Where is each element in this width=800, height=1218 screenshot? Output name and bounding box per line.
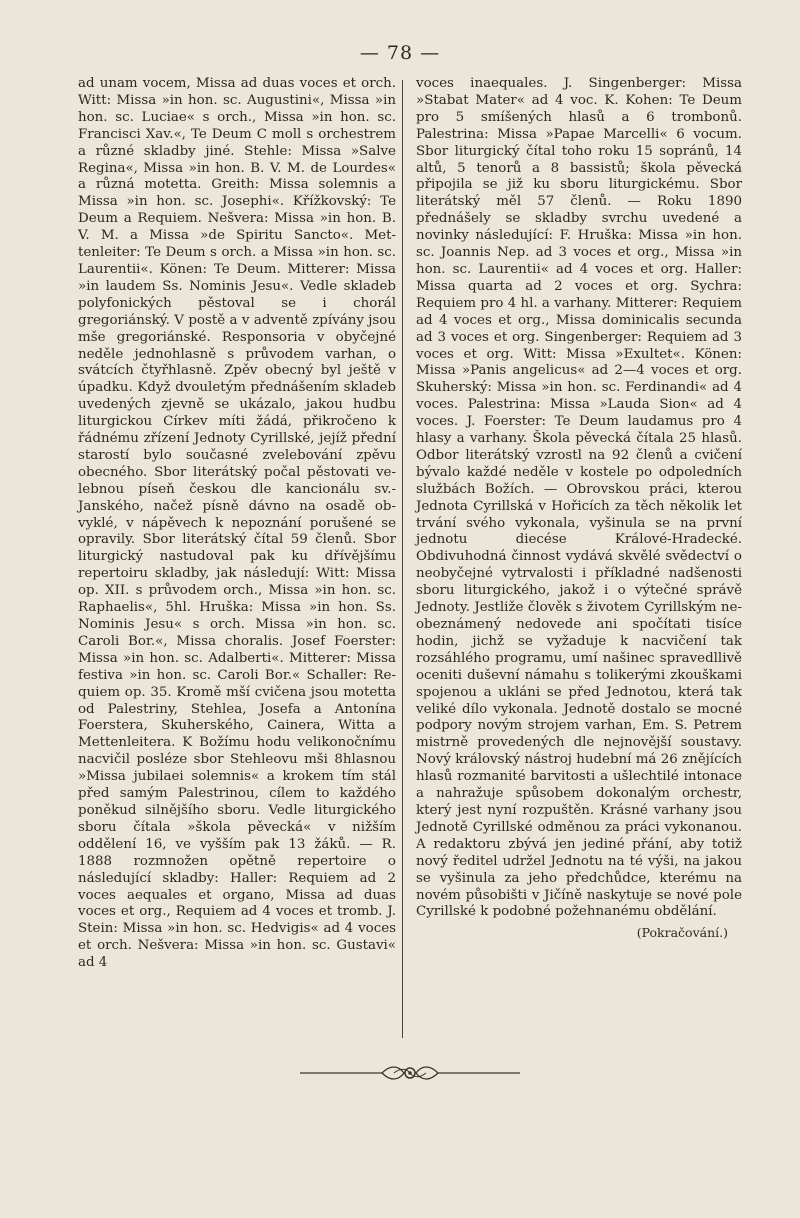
right-column-text: voces inaequales. J. Singenberger: Missa »Stabat Mater« ad 4 voc. K. Kohen: Te Deum pro 5 smíšených hlasů a 6 trombonů. Palestrina: Missa »Papae Marcelli« 6 vocum. Sbor liturgický čítal toho roku 15 sopránů, 14 altů, 5 tenorů a 8 bassistů; škola pěvecká připojila se již ku sboru liturgickému. Sbor literátský měl 57 členů. — Roku 1890 přednášely se skladby svrchu uvedené a novinky následující: F. Hruška: Missa »in hon. sc. Joannis Nep. ad 3 voces et org., Missa »in hon. sc. Laurentii« ad 4 voces et org. Haller: Missa quarta ad 2 voces et org. Sychra: Requiem pro 4 hl. a varhany. Mitterer: Requiem ad 4 voces et org., Missa dominicalis secunda ad 3 voces et org. Singenberger: Requiem ad 3 voces et org. Witt: Missa »Exultet«. Könen: Missa »Panis angelicus« ad 2—4 voces et org. Skuherský: Missa »in hon. sc. Ferdinandi« ad 4 voces. Palestrina: Missa »Lauda Sion« ad 4 voces. J. Foerster: Te Deum laudamus pro 4 hlasy a varhany. Škola pěvecká čítala 25 hlasů. Odbor literátský vzrostl na 92 členů a cvičení bývalo každé neděle v kostele po odpoledních službách Božích. — Obrovskou práci, kterou Jednota Cyrillská v Hořicích za těch několik let trvání svého vykonala, vyšinula se na první jednotu diecése Králové-Hradecké. Obdivuhodná činnost vydává skvělé svědectví o neobyčejné vytrvalosti i příkladné nadšenosti sboru liturgického, jakož i o výtečné správě Jednoty. Jestliže člověk s životem Cyrillským neobeznámený nedovede ani spočítati tisíce hodin, jichž se vyžaduje k nacvičení tak rozsáhlého programu, umí našinec spravedllivě oceniti duševní námahu s tolikerými zkouškami spojenou a ukláni se před Jednotou, která tak veliké dílo vykonala. Jednotě dostalo se mocné podpory novým strojem varhan, Em. S. Petrem mistrně provedených dle nejnovější soustavy. Nový královský nástroj hudební má 26 znějících hlasů rozmanité barvitosti a ušlechtilé intonace a nahražuje spůsobem dokonalým orchestr, který jest nyní rozpuštěn. Krásné varhany jsou Jednotě Cyrillské odměnou za práci vykonanou. A redaktoru zbývá jen jediné přání, aby totiž nový ředitel udržel Jednotu na té výši, na jakou se vyšinula za jeho předchůdce, kterému na novém působišti v Jičíně naskytuje se nové pole Cyrillské k podobné požehnanému obdělání. bbox=[416, 76, 742, 920]
left-column bbox=[78, 76, 396, 972]
continued-note: (Pokračování.) bbox=[636, 925, 728, 941]
right-column bbox=[416, 76, 742, 942]
page-number: — 78 — bbox=[359, 42, 441, 64]
left-column-text: ad unam vocem, Missa ad duas voces et orch. Witt: Missa »in hon. sc. Augustini«, Missa »in hon. sc. Luciae« s orch., Missa »in hon. sc. Francisci Xav.«, Te Deum C moll s orchestrem a různé skladby jiné. Stehle: Missa »Salve Regina«, Missa »in hon. B. V. M. de Lourdes« a různá motetta. Greith: Missa solemnis a Missa »in hon. sc. Josephi«. Křížkovský: Te Deum a Requiem. Nešvera: Missa »in hon. B. V. M. a Missa »de Spiritu Sancto«. Mettenleiter: Te Deum s orch. a Missa »in hon. sc. Laurentii«. Könen: Te Deum. Mitterer: Missa »in laudem Ss. Nominis Jesu«. Vedle skladeb polyfonických pěstoval se i chorál gregoriánský. V postě a v adventě zpívány jsou mše gregoriánské. Responsoria v obyčejné neděle jednohlasně s průvodem varhan, o svátcích čtyřhlasně. Zpěv obecný byl ještě v úpadku. Když dvouletým přednášením skladeb uvedených zjevně se ukázalo, jakou hudbu liturgickou Církev míti žádá, přikročeno k řádnému zřízení Jednoty Cyrillské, jejíž přední starostí bylo současné zvelebování zpěvu obecného. Sbor literátský počal pěstovati velebnou píseň českou dle kancionálu sv.-Janského, načež písně dávno na osadě obvyklé, v nápěvech k nepoznání porušené se opravily. Sbor literátský čítal 59 členů. Sbor liturgický nastudoval pak ku dřívějšímu repertoiru skladby, jak následují: Witt: Missa op. XII. s průvodem orch., Missa »in hon. sc. Raphaelis«, 5hl. Hruška: Missa »in hon. Ss. Nominis Jesu« s orch. Missa »in hon. sc. Caroli Bor.«, Missa choralis. Josef Foerster: Missa »in hon. sc. Adalberti«. Mitterer: Missa festiva »in hon. sc. Caroli Bor.« Schaller: Requiem op. 35. Kromě mší cvičena jsou motetta od Palestriny, Stehlea, Josefa a Antonína Foerstera, Skuherského, Cainera, Witta a Mettenleitera. K Božímu hodu velikonočnímu nacvičil posléze sbor Stehleovu mši 8hlasnou »Missa jubilaei solemnis« a krokem tím stál před samým Palestrinou, cílem to každého poněkud silnějšího sboru. Vedle liturgického sboru čítala »škola pěvecká« v nižším oddělení 16, ve vyšším pak 13 žáků. — R. 1888 rozmnožen opětně repertoire o následující skladby: Haller: Requiem ad 2 voces aequales et organo, Missa ad duas voces et org., Requiem ad 4 voces et tromb. J. Stein: Missa »in hon. sc. Hedvigis« ad 4 voces et orch. Nešvera: Missa »in hon. sc. Gustavi« ad 4 bbox=[78, 76, 396, 971]
column-divider bbox=[402, 80, 403, 1038]
ornament-divider bbox=[300, 1062, 520, 1084]
